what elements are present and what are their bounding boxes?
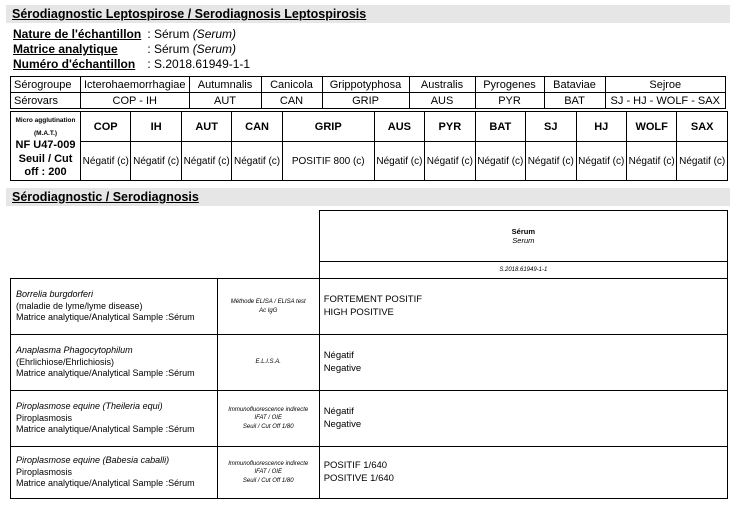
table-cell: Icterohaemorrhagiae: [81, 77, 190, 93]
result-fr: Négatif: [323, 350, 354, 362]
column-header: AUS: [374, 112, 424, 142]
column-header: AUT: [181, 112, 231, 142]
method-cell: [217, 335, 319, 391]
analyte-matrix: Matrice analytique/Analytical Sample :Sérum: [16, 424, 195, 435]
sample-number-value: : S.2018.61949-1-1: [144, 57, 251, 71]
analyte-matrix: Matrice analytique/Analytical Sample :Sérum: [16, 368, 195, 379]
analyte-cell: [11, 335, 218, 391]
matrix-line: [13, 42, 236, 56]
result-cell: [319, 447, 727, 499]
table-row: [11, 447, 728, 499]
analyte-detail: Piroplasmosis: [16, 466, 73, 477]
analyte-name: Anaplasma Phagocytophilum: [16, 344, 133, 355]
analyte-detail: (Ehrlichiose/Ehrlichiosis): [16, 356, 115, 367]
result-en: HIGH POSITIVE: [323, 306, 394, 318]
method-line: Ac IgG: [259, 307, 278, 314]
result-fr: POSITIF 1/640: [323, 460, 388, 472]
method-line: IFAT / OIE: [254, 415, 282, 422]
table-row: [11, 391, 728, 447]
table-cell: COP - IH: [81, 93, 190, 109]
table-cell: Sérogroupe: [11, 77, 81, 93]
table-cell: Pyrogenes: [475, 77, 544, 93]
analyte-name: Piroplasmose equine (Babesia caballi): [16, 454, 170, 465]
result-cell: Négatif (c): [181, 142, 231, 181]
analyte-detail: (maladie de lyme/lyme disease): [16, 300, 143, 311]
method-line: IFAT / OIE: [254, 469, 282, 476]
result-cell: Négatif (c): [475, 142, 525, 181]
mat-header-row: [11, 112, 728, 142]
method-cell: [11, 112, 81, 181]
serodiag-section-title: Sérodiagnostic / Serodiagnosis: [6, 188, 730, 206]
blank-cell: [217, 211, 319, 279]
result-en: Negative: [323, 362, 362, 374]
table-cell: Bataviae: [544, 77, 605, 93]
blank-cell: [11, 211, 218, 279]
table-row: [11, 335, 728, 391]
result-cell: [319, 391, 727, 447]
column-header: BAT: [475, 112, 525, 142]
sample-header: [319, 211, 727, 262]
sample-header-title: Sérum: [511, 227, 536, 236]
matrix-value-en: (Serum): [192, 42, 237, 56]
serogroup-row: [11, 77, 726, 93]
method-line: E.L.I.S.A.: [255, 359, 281, 366]
table-cell: Grippotyphosa: [322, 77, 409, 93]
table-cell: SJ - HJ - WOLF - SAX: [605, 93, 725, 109]
table-row: [11, 279, 728, 335]
result-en: POSITIVE 1/640: [323, 472, 394, 484]
table-cell: Sejroe: [605, 77, 725, 93]
sample-id-cell: [319, 262, 727, 279]
sample-nature-label: Nature de l'échantillon: [13, 27, 142, 41]
result-en: Negative: [323, 418, 362, 430]
analyte-cell: [11, 391, 218, 447]
matrix-value: : Sérum: [144, 42, 193, 56]
table-cell: Australis: [409, 77, 475, 93]
column-header: SJ: [526, 112, 576, 142]
table-cell: Canicola: [261, 77, 322, 93]
result-cell: Négatif (c): [626, 142, 676, 181]
table-cell: AUS: [409, 93, 475, 109]
result-cell: Négatif (c): [131, 142, 181, 181]
table-cell: BAT: [544, 93, 605, 109]
column-header: CAN: [232, 112, 282, 142]
column-header: COP: [81, 112, 131, 142]
result-cell: Négatif (c): [425, 142, 475, 181]
analyte-detail: Piroplasmosis: [16, 412, 73, 423]
method-line: Immunofluorescence indirecte: [228, 461, 309, 468]
column-header: PYR: [425, 112, 475, 142]
column-header: HJ: [576, 112, 626, 142]
result-cell: POSITIF 800 (c): [282, 142, 374, 181]
result-cell: [319, 279, 727, 335]
column-header: GRIP: [282, 112, 374, 142]
result-cell: Négatif (c): [576, 142, 626, 181]
result-cell: Négatif (c): [526, 142, 576, 181]
method-title: Micro agglutination (M.A.T.): [15, 117, 76, 138]
method-line: Seuil / Cut Off 1/80: [242, 477, 294, 484]
sample-nature-line: [13, 27, 236, 41]
serovar-row: [11, 93, 726, 109]
result-cell: Négatif (c): [81, 142, 131, 181]
mat-results-row: [11, 142, 728, 181]
column-header: IH: [131, 112, 181, 142]
analyte-name: Piroplasmose equine (Theileria equi): [16, 400, 163, 411]
sample-nature-value-en: (Serum): [192, 27, 237, 41]
column-header: WOLF: [626, 112, 676, 142]
table-cell: GRIP: [322, 93, 409, 109]
serogroup-table: [10, 76, 726, 109]
analyte-matrix: Matrice analytique/Analytical Sample :Sérum: [16, 312, 195, 323]
sample-header-subtitle: Serum: [512, 236, 535, 245]
matrix-label: Matrice analytique: [13, 42, 118, 56]
method-cell: [217, 279, 319, 335]
serodiag-table: [10, 210, 728, 499]
method-line: Méthode ELISA / ELISA test: [230, 299, 306, 306]
result-cell: Négatif (c): [232, 142, 282, 181]
sample-nature-value: : Sérum: [144, 27, 193, 41]
table-cell: AUT: [189, 93, 261, 109]
sample-number-line: [13, 57, 250, 71]
result-cell: Négatif (c): [677, 142, 728, 181]
analyte-name: Borrelia burgdorferi: [16, 288, 94, 299]
serodiag-header-row: [11, 211, 728, 262]
analyte-matrix: Matrice analytique/Analytical Sample :Sérum: [16, 478, 195, 489]
table-cell: Sérovars: [11, 93, 81, 109]
column-header: SAX: [677, 112, 728, 142]
mat-results-table: [10, 111, 728, 181]
analyte-cell: [11, 447, 218, 499]
sample-number-label: Numéro d'échantillon: [13, 57, 136, 71]
table-cell: CAN: [261, 93, 322, 109]
analyte-cell: [11, 279, 218, 335]
method-line: Seuil / Cut Off 1/80: [242, 423, 294, 430]
method-cutoff: Seuil / Cut off : 200: [18, 152, 73, 178]
method-cell: [217, 447, 319, 499]
result-cell: [319, 335, 727, 391]
result-cell: Négatif (c): [374, 142, 424, 181]
method-norm: NF U47-009: [15, 139, 76, 152]
result-fr: FORTEMENT POSITIF: [323, 294, 423, 306]
sample-id: S.2018.61949-1-1: [499, 267, 548, 273]
result-fr: Négatif: [323, 406, 354, 418]
table-cell: PYR: [475, 93, 544, 109]
method-cell: [217, 391, 319, 447]
table-cell: Autumnalis: [189, 77, 261, 93]
method-line: Immunofluorescence indirecte: [228, 407, 309, 414]
lepto-section-title: Sérodiagnostic Leptospirose / Serodiagnosis Leptospirosis: [6, 5, 730, 23]
